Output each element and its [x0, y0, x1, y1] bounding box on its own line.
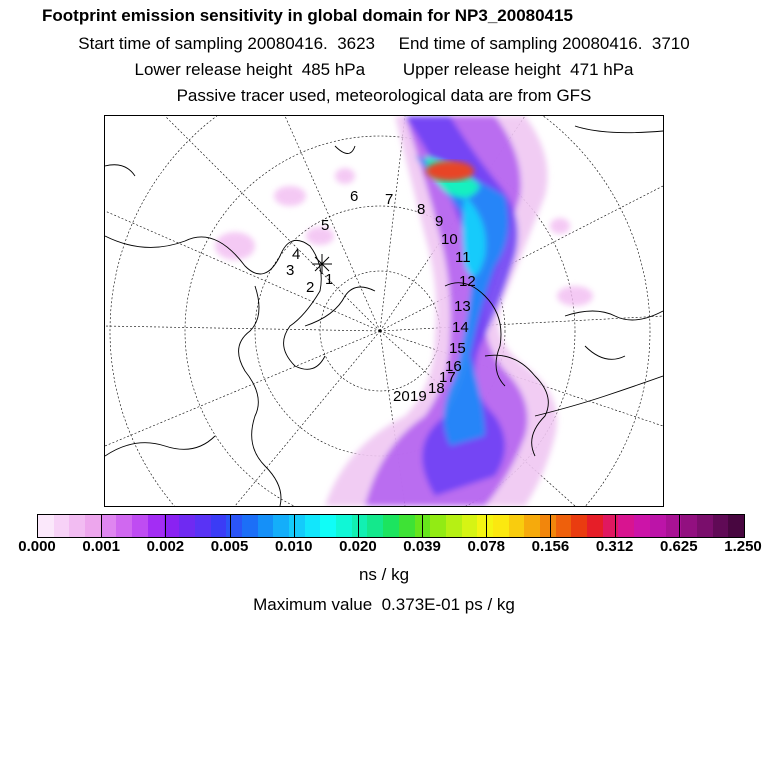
colorbar-tick-label: 0.000 — [18, 538, 56, 555]
colorbar-divider — [422, 514, 423, 538]
colorbar-segment — [728, 515, 744, 537]
trajectory-label: 16 — [445, 358, 462, 375]
colorbar-tick-label: 0.078 — [467, 538, 506, 555]
colorbar-segment — [697, 515, 713, 537]
colorbar-segment — [571, 515, 587, 537]
colorbar-segment — [242, 515, 258, 537]
sampling-time-line: Start time of sampling 20080416. 3623 End time of sampling 20080416. 3710 — [78, 34, 690, 53]
trajectory-label: 10 — [441, 231, 458, 248]
colorbar-segment — [493, 515, 509, 537]
colorbar-tick-label: 0.001 — [82, 538, 120, 555]
colorbar — [37, 514, 745, 538]
colorbar-segment — [713, 515, 729, 537]
colorbar-segment — [69, 515, 85, 537]
colorbar-segment — [524, 515, 540, 537]
colorbar-divider — [486, 514, 487, 538]
colorbar-segment — [179, 515, 195, 537]
trajectory-label: 15 — [449, 340, 466, 357]
colorbar-divider — [230, 514, 231, 538]
footprint-map — [104, 115, 664, 507]
colorbar-segment — [477, 515, 493, 537]
colorbar-segment — [509, 515, 525, 537]
map-svg — [105, 116, 663, 506]
colorbar-segment — [132, 515, 148, 537]
colorbar-segment — [336, 515, 352, 537]
trajectory-label: 12 — [459, 273, 476, 290]
colorbar-segment — [367, 515, 383, 537]
colorbar-segment — [273, 515, 289, 537]
colorbar-divider — [615, 514, 616, 538]
colorbar-divider — [358, 514, 359, 538]
trajectory-label: 11 — [455, 249, 471, 266]
footprint-max-region — [426, 161, 474, 181]
trajectory-label: 6 — [350, 188, 359, 205]
trajectory-label: 1 — [325, 271, 334, 288]
colorbar-segment — [634, 515, 650, 537]
colorbar-segment — [540, 515, 556, 537]
colorbar-segment — [352, 515, 368, 537]
colorbar-tick-label: 0.039 — [403, 538, 441, 555]
colorbar-segment — [305, 515, 321, 537]
trajectory-label: 2 — [306, 279, 315, 296]
trajectory-label: 5 — [321, 217, 330, 234]
colorbar-segment — [38, 515, 54, 537]
colorbar-tick-label: 0.312 — [595, 538, 634, 555]
colorbar-segment — [430, 515, 446, 537]
colorbar-segment — [587, 515, 603, 537]
trajectory-label: 18 — [428, 380, 445, 397]
trajectory-label: 19 — [410, 388, 427, 405]
colorbar-segment — [399, 515, 415, 537]
colorbar-segment — [289, 515, 305, 537]
colorbar-segment — [148, 515, 164, 537]
trajectory-label: 7 — [385, 191, 394, 208]
maximum-value-text: Maximum value 0.373E-01 ps / kg — [253, 595, 515, 614]
colorbar-segment — [556, 515, 572, 537]
colorbar-tick-label: 0.156 — [531, 538, 570, 555]
colorbar-segment — [446, 515, 462, 537]
colorbar-segment — [681, 515, 697, 537]
trajectory-label: 8 — [417, 201, 426, 218]
colorbar-divider — [550, 514, 551, 538]
colorbar-divider — [679, 514, 680, 538]
plot-title: Footprint emission sensitivity in global domain for NP3_20080415 — [42, 6, 573, 25]
colorbar-segment — [462, 515, 478, 537]
colorbar-segment — [320, 515, 336, 537]
colorbar-tick-label: 0.020 — [339, 538, 377, 555]
colorbar-tick-label: 0.010 — [274, 538, 313, 555]
trajectory-label: 9 — [435, 213, 444, 230]
trajectory-label: 14 — [452, 319, 469, 336]
colorbar-segment — [258, 515, 274, 537]
trajectory-label: 13 — [454, 298, 471, 315]
colorbar-divider — [101, 514, 102, 538]
colorbar-segment — [116, 515, 132, 537]
colorbar-tick-label: 0.002 — [146, 538, 185, 555]
trajectory-label: 20 — [393, 388, 410, 405]
colorbar-segment — [383, 515, 399, 537]
colorbar-segment — [211, 515, 227, 537]
trajectory-label: 17 — [439, 369, 456, 386]
colorbar-tick-label: 0.005 — [210, 538, 249, 555]
colorbar-segment — [618, 515, 634, 537]
colorbar-tick-label: 0.625 — [660, 538, 698, 555]
trajectory-label: 3 — [286, 262, 295, 279]
colorbar-divider — [294, 514, 295, 538]
colorbar-segment — [54, 515, 70, 537]
colorbar-divider — [165, 514, 166, 538]
colorbar-segment — [650, 515, 666, 537]
tracer-info-line: Passive tracer used, meteorological data are from GFS — [176, 86, 592, 105]
colorbar-segment — [101, 515, 117, 537]
release-height-line: Lower release height 485 hPa Upper release height 471 hPa — [134, 60, 634, 79]
colorbar-unit: ns / kg — [358, 565, 410, 584]
colorbar-segment — [195, 515, 211, 537]
colorbar-segment — [603, 515, 619, 537]
trajectory-label: 4 — [292, 246, 301, 263]
colorbar-segment — [85, 515, 101, 537]
colorbar-tick-label: 1.250 — [724, 538, 762, 555]
